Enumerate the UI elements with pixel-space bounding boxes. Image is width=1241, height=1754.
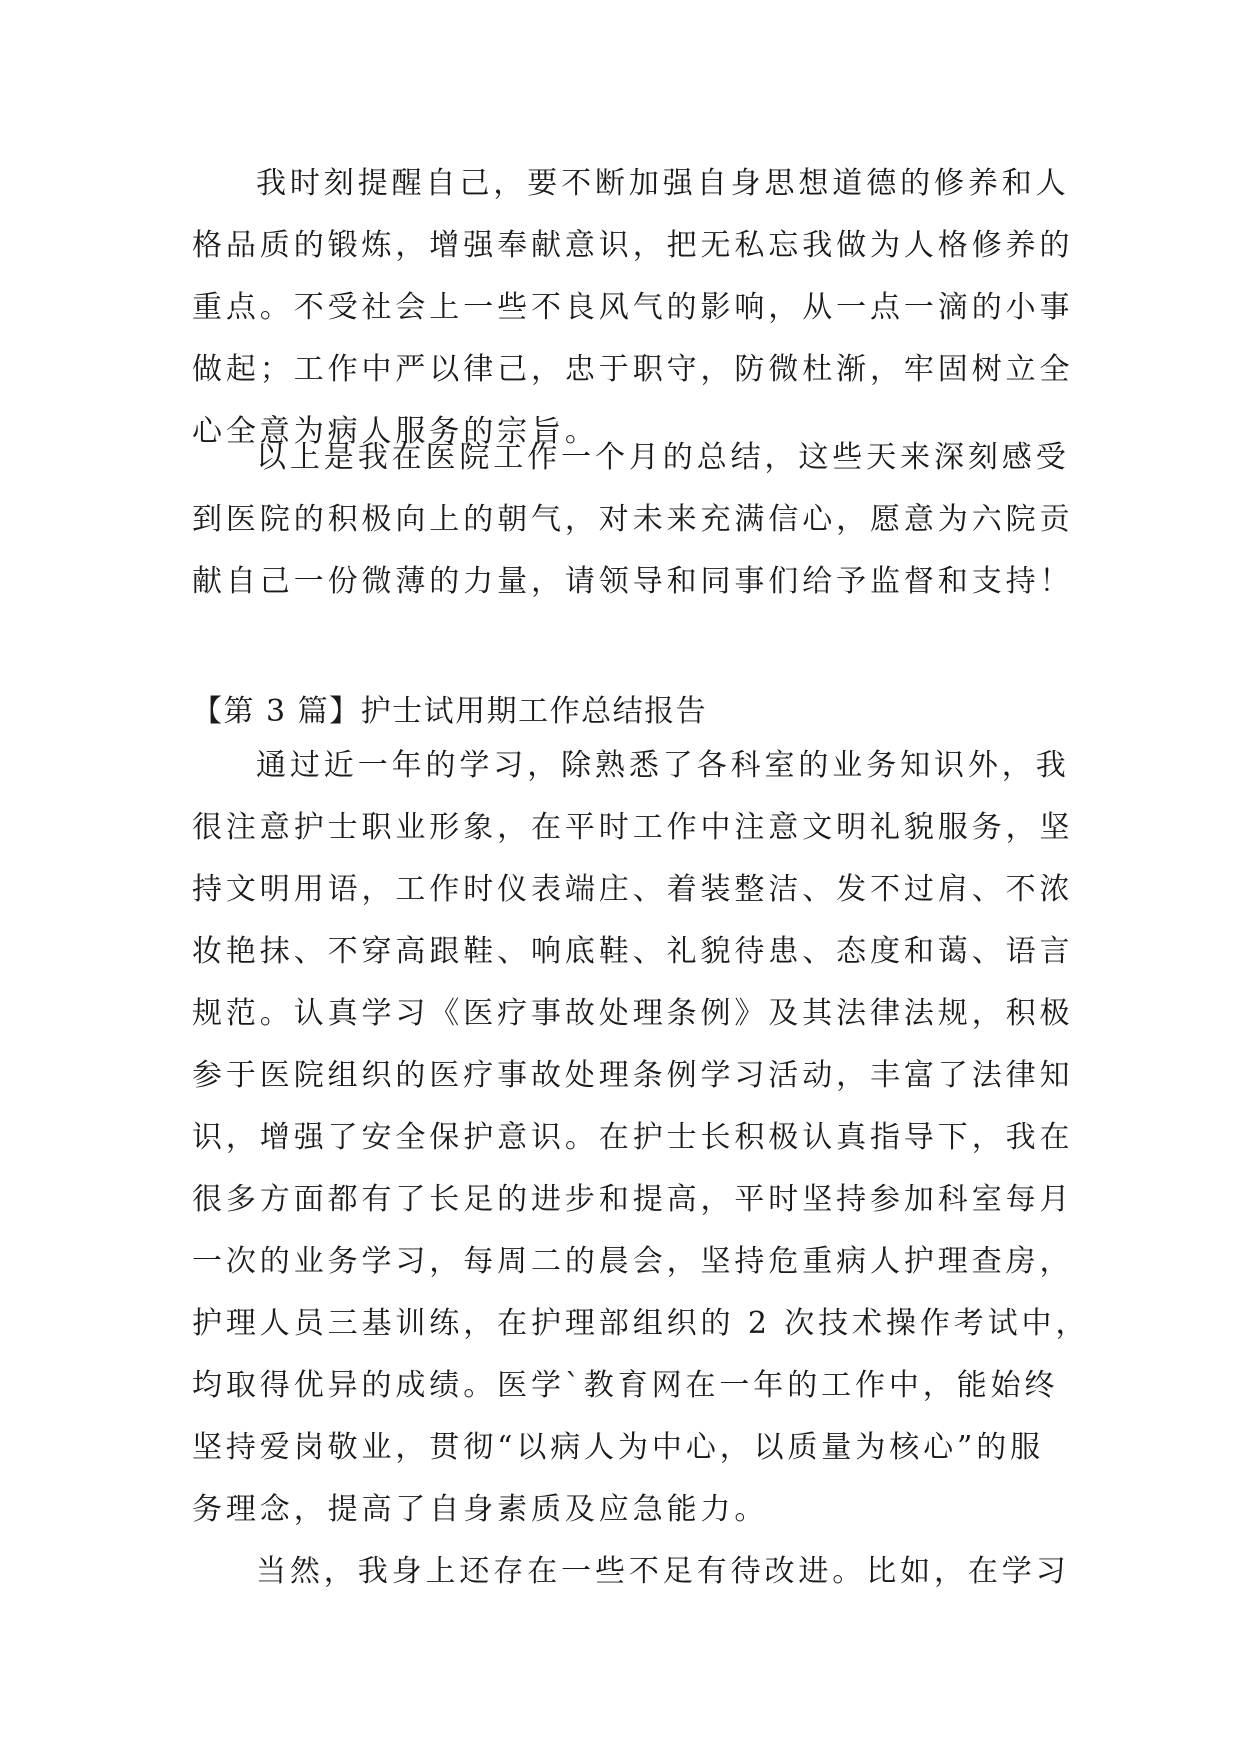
paragraph-line: 参于医院组织的医疗事故处理条例学习活动，丰富了法律知 xyxy=(192,1058,1074,1093)
paragraph-line: 很注意护士职业形象，在平时工作中注意文明礼貌服务，坚 xyxy=(192,810,1074,845)
paragraph-line: 规范。认真学习《医疗事故处理条例》及其法律法规，积极 xyxy=(192,996,1074,1031)
section-heading: 【第 3 篇】护士试用期工作总结报告 xyxy=(192,694,708,729)
paragraph-line: 识，增强了安全保护意识。在护士长积极认真指导下，我在 xyxy=(192,1120,1074,1155)
paragraph-line: 一次的业务学习，每周二的晨会，坚持危重病人护理查房， xyxy=(192,1244,1074,1279)
paragraph-line: 通过近一年的学习，除熟悉了各科室的业务知识外，我 xyxy=(256,748,1070,783)
paragraph-line: 务理念，提高了自身素质及应急能力。 xyxy=(192,1492,769,1527)
paragraph-line: 妆艳抹、不穿高跟鞋、响底鞋、礼貌待患、态度和蔼、语言 xyxy=(192,934,1074,969)
paragraph-line: 格品质的锻炼，增强奉献意识，把无私忘我做为人格修养的 xyxy=(192,228,1074,263)
paragraph-line: 献自己一份微薄的力量，请领导和同事们给予监督和支持！ xyxy=(192,564,1074,599)
paragraph-line: 均取得优异的成绩。医学`教育网在一年的工作中，能始终 xyxy=(192,1368,1059,1403)
paragraph-line: 心全意为病人服务的宗旨。 xyxy=(192,414,599,449)
paragraph-line: 到医院的积极向上的朝气，对未来充满信心，愿意为六院贡 xyxy=(192,502,1074,537)
paragraph-line: 持文明用语，工作时仪表端庄、着装整洁、发不过肩、不浓 xyxy=(192,872,1074,907)
paragraph-line: 我时刻提醒自己，要不断加强自身思想道德的修养和人 xyxy=(256,166,1070,201)
paragraph-line: 很多方面都有了长足的进步和提高，平时坚持参加科室每月 xyxy=(192,1182,1074,1217)
paragraph-line: 以上是我在医院工作一个月的总结，这些天来深刻感受 xyxy=(256,440,1070,475)
paragraph-line: 当然，我身上还存在一些不足有待改进。比如，在学习 xyxy=(256,1554,1070,1589)
paragraph-line: 护理人员三基训练，在护理部组织的 2 次技术操作考试中， xyxy=(192,1306,1090,1341)
paragraph-line: 重点。不受社会上一些不良风气的影响，从一点一滴的小事 xyxy=(192,290,1074,325)
paragraph-line: 做起；工作中严以律己，忠于职守，防微杜渐，牢固树立全 xyxy=(192,352,1074,387)
paragraph-line: 坚持爱岗敬业，贯彻“以病人为中心，以质量为核心”的服 xyxy=(192,1430,1045,1465)
